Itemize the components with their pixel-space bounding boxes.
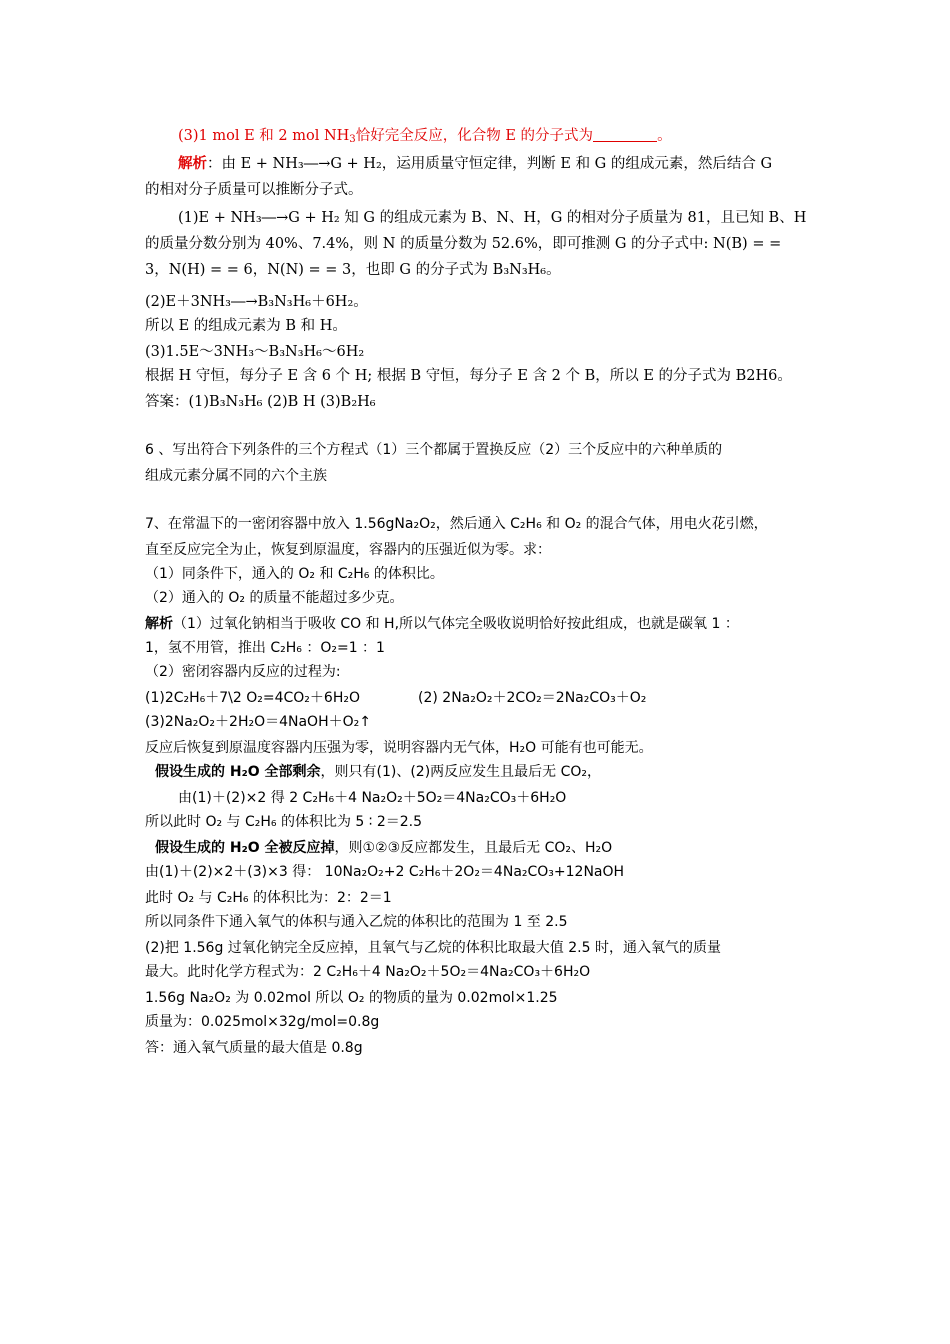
q5-p5: 根据 H 守恒，每分子 E 含 6 个 H; 根据 B 守恒，每分子 E 含 2 个 B，所以 E 的分子式为 B2H6。 <box>145 368 792 384</box>
q7-line9: (3)2Na₂O₂＋2H₂O＝4NaOH＋O₂↑ <box>145 714 371 730</box>
q7-assume1: 假设生成的 H₂O 全部剩余 <box>155 764 321 780</box>
q6-line2: 组成元素分属不同的六个主族 <box>145 468 327 484</box>
q5-jiexi-line <box>178 152 820 176</box>
q7-line21: 质量为：0.025mol×32g/mol=0.8g <box>145 1014 380 1030</box>
q5-p1-line2: 的质量分数分别为 40%、7.4%，则 N 的质量分数为 52.6%，即可推测 G 的分子式中: N(B) = = <box>145 236 782 252</box>
q7-eq2: (2) 2Na₂O₂＋2CO₂＝2Na₂CO₃＋O₂ <box>418 690 647 706</box>
q7-line6: 1，氢不用管，推出 C₂H₆ ：O₂=1 ：1 <box>145 640 385 656</box>
q7-line2: 直至反应完全为止，恢复到原温度，容器内的压强近似为零。求： <box>145 542 551 558</box>
q7-line16: 此时 O₂ 与 C₂H₆ 的体积比为：2：2＝1 <box>145 890 392 906</box>
q5-p1-line3: 3，N(H) = = 6，N(N) = = 3，也即 G 的分子式为 B₃N₃H₆。 <box>145 262 561 278</box>
q7-line17: 所以同条件下通入氧气的体积与通入乙烷的体积比的范围为 1 至 2.5 <box>145 914 568 930</box>
q7-line10: 反应后恢复到原温度容器内压强为零，说明容器内无气体，H₂O 可能有也可能无。 <box>145 740 653 756</box>
q7-line22: 答：通入氧气质量的最大值是 0.8g <box>145 1040 363 1056</box>
q7-line15: 由(1)＋(2)×2＋(3)×3 得： 10Na₂O₂+2 C₂H₆＋2O₂＝4Na₂CO₃+12NaOH <box>145 864 625 880</box>
q7-jiexi-line <box>145 612 820 636</box>
q5-answer: 答案：(1)B₃N₃H₆ (2)B H (3)B₂H₆ <box>145 394 376 410</box>
q5-part3-a: (3)1 mol E 和 2 mol NH <box>178 128 350 144</box>
q7-line13: 所以此时 O₂ 与 C₂H₆ 的体积比为 5 ∶ 2＝2.5 <box>145 814 423 830</box>
answer-blank <box>593 127 657 142</box>
q7-jiexi-text: （1）过氧化钠相当于吸收 CO 和 H,所以气体完全吸收说明恰好按此组成，也就是碳氧 1 ： <box>173 616 739 632</box>
q5-p4: (3)1.5E～3NH₃～B₃N₃H₆～6H₂ <box>145 344 365 360</box>
q7-line8 <box>145 686 820 710</box>
q7-line3: （1）同条件下，通入的 O₂ 和 C₂H₆ 的体积比。 <box>145 566 444 582</box>
q5-p2: (2)E＋3NH₃―→B₃N₃H₆＋6H₂。 <box>145 294 368 310</box>
q5-p1-line1: (1)E + NH₃―→G + H₂ 知 G 的组成元素为 B、N、H，G 的相对分子质量为 81，且已知 B、H <box>178 210 807 226</box>
q7-line12: 由(1)＋(2)×2 得 2 C₂H₆＋4 Na₂O₂＋5O₂＝4Na₂CO₃＋6H₂O <box>178 790 567 806</box>
q5-jiexi-line2: 的相对分子质量可以推断分子式。 <box>145 182 363 198</box>
q7-line14 <box>155 836 820 860</box>
q5-part3-line: (3)1 mol E 和 2 mol $NH_3$恰好完全反应，化合物 E 的分子式为 。 <box>178 128 672 146</box>
q6-line1: 6 、写出符合下列条件的三个方程式（1）三个都属于置换反应（2）三个反应中的六种单质的 <box>145 442 723 458</box>
q7-line1: 7、在常温下的一密闭容器中放入 1.56gNa₂O₂，然后通入 C₂H₆ 和 O₂ 的混合气体，用电火花引燃， <box>145 516 768 532</box>
q7-line7: （2）密闭容器内反应的过程为: <box>145 664 341 680</box>
q5-part3-c: 。 <box>657 128 672 144</box>
q7-line18: (2)把 1.56g 过氧化钠完全反应掉，且氧气与乙烷的体积比取最大值 2.5 时，通入氧气的质量 <box>145 940 721 956</box>
q7-line4: （2）通入的 O₂ 的质量不能超过多少克。 <box>145 590 404 606</box>
q7-line14-text: ，则①②③反应都发生，且最后无 CO₂、H₂O <box>334 840 613 856</box>
q5-p3: 所以 E 的组成元素为 B 和 H。 <box>145 318 347 334</box>
q7-line19: 最大。此时化学方程式为：2 C₂H₆＋4 Na₂O₂＋5O₂＝4Na₂CO₃＋6H₂O <box>145 964 591 980</box>
q7-assume2: 假设生成的 H₂O 全被反应掉 <box>155 840 335 856</box>
q7-line11 <box>155 760 820 784</box>
q5-jiexi-text: ：由 E + NH₃―→G + H₂，运用质量守恒定律，判断 E 和 G 的组成元素，然后结合 G <box>207 156 773 172</box>
jiexi-label: 解析 <box>178 155 207 172</box>
q5-part3-b: 恰好完全反应，化合物 E 的分子式为 <box>355 128 594 144</box>
q7-jiexi-label: 解析 <box>145 616 173 632</box>
q7-eq1: (1)2C₂H₆＋7\2 O₂=4CO₂＋6H₂O <box>145 690 360 706</box>
q7-line20: 1.56g Na₂O₂ 为 0.02mol 所以 O₂ 的物质的量为 0.02mol×1.25 <box>145 990 558 1006</box>
q7-line11-text: ，则只有(1)、(2)两反应发生且最后无 CO₂， <box>320 764 602 780</box>
